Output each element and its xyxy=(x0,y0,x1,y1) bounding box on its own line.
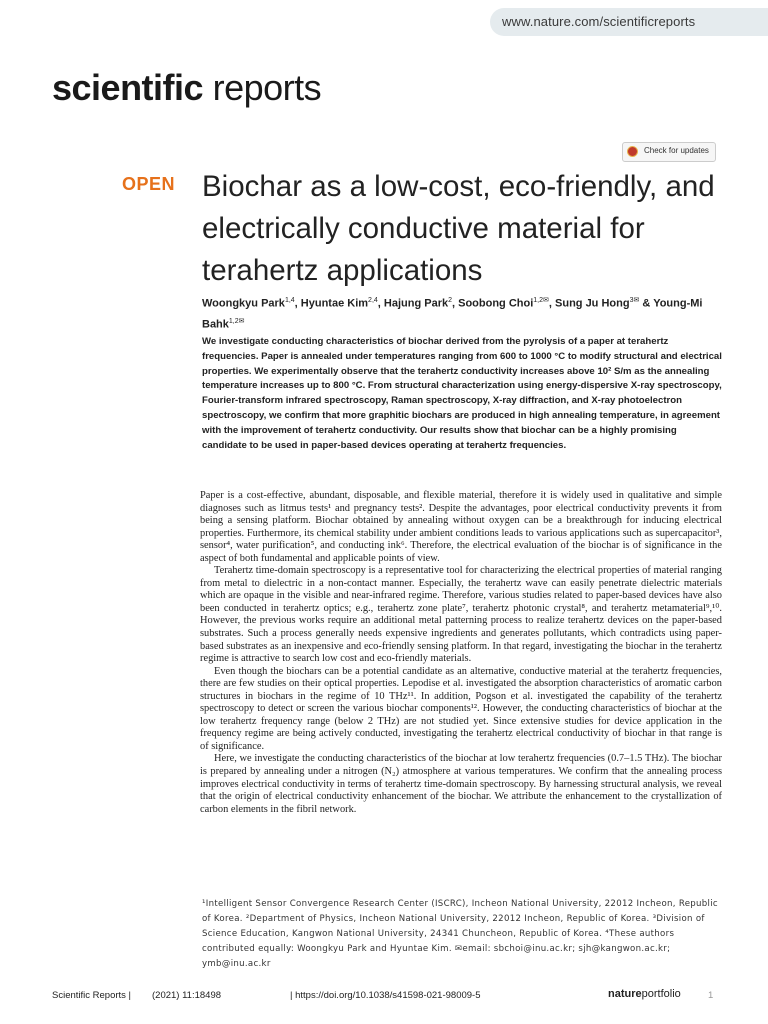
footer-doi-link[interactable]: | https://doi.org/10.1038/s41598-021-98009-5 xyxy=(290,990,481,1001)
author-separator: , xyxy=(377,297,384,310)
journal-logo-light: reports xyxy=(212,67,322,108)
author-affiliation-sup: 1,2✉ xyxy=(533,297,549,304)
body-paragraph-4: Here, we investigate the conducting characteristics of the biochar at low terahertz frequencies (0.7–1.5 THz). The biochar is prepared by annealing under a nitrogen (N₂) atmosphere at various temperatures. We confirm that the annealing process improves electrical conductivity in terms of terahertz time-domain spectroscopy. By harnessing structural analysis, we reveal that the origin of electrical conductivity enhancement of the biochar. We attribute the enhancement to the crystallization of carbon elements in the fibril network. xyxy=(200,753,722,815)
check-for-updates-button[interactable] xyxy=(622,142,716,162)
journal-url[interactable]: www.nature.com/scientificreports xyxy=(502,14,696,29)
check-for-updates-label: Check for updates xyxy=(644,146,709,155)
page-footer xyxy=(52,988,724,1004)
author-separator: & xyxy=(639,297,654,310)
crossmark-icon xyxy=(627,146,638,157)
publisher-logo xyxy=(608,988,681,1000)
author-name[interactable]: Young-Mi Bahk xyxy=(202,297,703,331)
page-number: 1 xyxy=(708,990,714,1001)
author-affiliation-sup: 1,2✉ xyxy=(228,317,245,325)
open-access-badge: OPEN xyxy=(122,174,176,194)
journal-logo-bold: scientific xyxy=(52,67,204,108)
author-name[interactable]: Hyuntae Kim xyxy=(300,297,369,310)
author-affiliation-sup: 1,4 xyxy=(284,297,295,304)
publisher-logo-bold: nature xyxy=(608,988,642,1000)
journal-url-bar[interactable] xyxy=(490,8,768,36)
author-separator: , xyxy=(294,297,301,310)
publisher-logo-light: portfolio xyxy=(641,988,681,1000)
journal-logo xyxy=(52,66,321,110)
body-paragraph-2: Terahertz time-domain spectroscopy is a representative tool for characterizing the electrical properties of material ranging from metal to dielectric in a non-contact manner. Especially, the terahertz wave can easily penetrate dielectric materials which are opaque in the visible and near-infrared regime. Therefore, various studies related to paper-based devices have also been conducted in terahertz optics; e.g., terahertz zone plate⁷, terahertz photonic crystal⁸, and terahertz metamaterial⁹,¹⁰. However, the previous works require an additional metal patterning process to realize terahertz devices on the paper-based substrates. Such a process generally needs expensive ingredients and generates pollutants, which contradicts using paper-based substrates as an inexpensive and eco-friendly sensing platform. In that regard, investigating the biochar in the terahertz regime is attractive to search low cost and eco-friendly materials. xyxy=(200,565,722,665)
abstract: We investigate conducting characteristics of biochar derived from the pyrolysis of a paper at terahertz frequencies. Paper is annealed under temperatures ranging from 600 to 1000 °C to modify structural and electrical properties. We experimentally observe that the terahertz conductivity increases above 10² S/m as the annealing temperature increases up to 800 °C. From structural characterization using energy-dispersive X-ray spectroscopy, Fourier-transform infrared spectroscopy, Raman spectroscopy, X-ray diffraction, and X-ray photoelectron spectroscopy, we confirm that more graphitic biochars are produced in high annealing temperature, in agreement with the improvement of terahertz conductivity. Our results show that biochar can be a highly promising candidate to be used in paper-based devices operating at terahertz frequencies. xyxy=(202,336,722,451)
author-affiliation-sup: 2,4 xyxy=(368,297,378,304)
author-name[interactable]: Hajung Park xyxy=(383,297,449,310)
author-name[interactable]: Woongkyu Park xyxy=(202,297,285,310)
author-separator: , xyxy=(548,297,556,310)
body-paragraph-3: Even though the biochars can be a potential candidate as an alternative, conductive material at the terahertz frequencies, there are few studies on their optical properties. Lepodise et al. investigated the absorption characteristics of aromatic carbon structures in biochars in the regime of 10 THz¹¹. In addition, Pogson et al. investigated the capability of the terahertz spectroscopy to detect or screen the various biochar components¹². However, the conducting characteristics of biochar at the low terahertz frequency range (below 2 THz) are not studied yet. Since extensive studies for device application in the frequency regime are being actively conducted, investigating the terahertz electrical conductivity of biochar in that range is of significance. xyxy=(200,665,722,752)
author-separator: , xyxy=(452,297,459,310)
author-affiliation-sup: 2 xyxy=(448,297,452,304)
article-body xyxy=(200,490,722,816)
author-list xyxy=(202,292,722,333)
affiliation-footnotes: ¹Intelligent Sensor Convergence Research Center (ISCRC), Incheon National University, 22012 Incheon, Republic of Korea. ²Department of Physics, Incheon National University, 22012 Incheon, Republic of Korea. ³Division of Science Education, Kangwon National University, 24341 Chuncheon, Republic of Korea. ⁴These authors contributed equally: Woongkyu Park and Hyuntae Kim. ✉email: sbchoi@inu.ac.kr; sjh@kangwon.ac.kr; ymb@inu.ac.kr xyxy=(202,899,718,969)
footer-citation: (2021) 11:18498 xyxy=(152,990,222,1001)
author-affiliation-sup: 3✉ xyxy=(629,297,640,304)
body-paragraph-1: Paper is a cost-effective, abundant, disposable, and flexible material, therefore it is widely used in qualitative and simple diagnoses such as litmus tests¹ and pregnancy tests². Despite the advantages, poor electrical conductivity prevents it from being a sensing platform. Biochar obtained by annealing without oxygen can be a breakthrough for inducing electrical properties. Furthermore, its chemical stability under ambient conditions leads to various applications such as supercapacitor³, sensor⁴, water purification⁵, and conducting ink⁶. Therefore, the electrical evaluation of the biochar is of significance in the aspect of both fundamental and applicable points of view. xyxy=(200,490,722,564)
author-name[interactable]: Soobong Choi xyxy=(458,297,534,310)
article-title: Biochar as a low-cost, eco-friendly, and electrically conductive material for terahertz applications xyxy=(202,170,715,287)
footer-journal: Scientific Reports | xyxy=(52,990,132,1001)
author-name[interactable]: Sung Ju Hong xyxy=(555,297,630,310)
